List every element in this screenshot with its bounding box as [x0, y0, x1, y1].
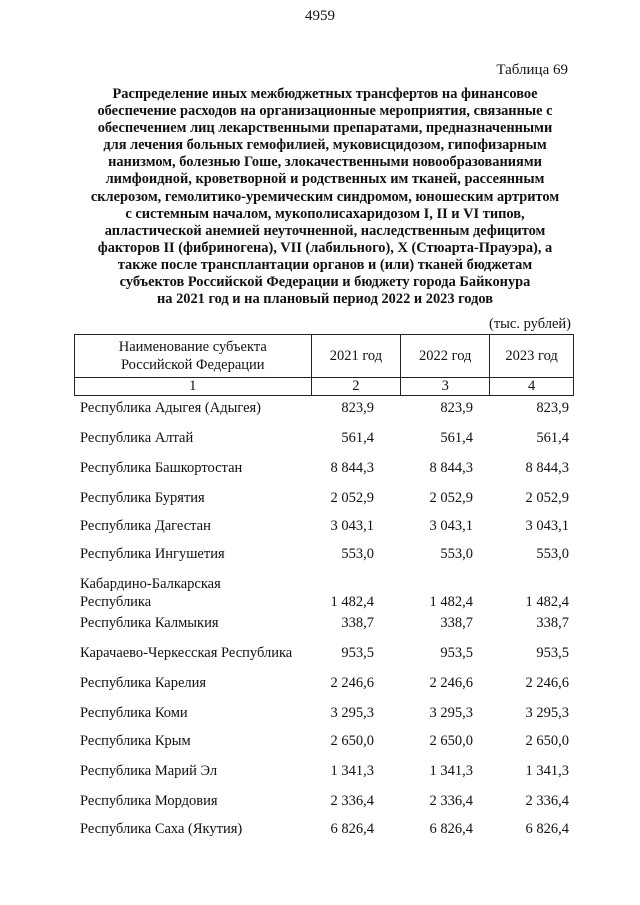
- value-2022: 553,0: [440, 546, 473, 562]
- value-2021: 553,0: [341, 546, 374, 562]
- region-name: Республика Калмыкия: [80, 615, 219, 631]
- region-name: Республика Ингушетия: [80, 546, 225, 562]
- title-line: обеспечением лиц лекарственными препаратами, предназначенными: [97, 120, 553, 137]
- value-2022: 2 052,9: [429, 490, 473, 506]
- header-name-cell: [75, 335, 312, 378]
- value-2023: 338,7: [536, 615, 569, 631]
- value-2021: 8 844,3: [330, 460, 374, 476]
- header-year-2023: 2023 год: [490, 335, 574, 378]
- title-line: лимфоидной, кроветворной и родственных им тканей, рассеянным: [105, 171, 545, 188]
- title-line: Распределение иных межбюджетных трансфертов на финансовое: [112, 86, 538, 102]
- title-line: на 2021 год и на плановый период 2022 и 2023 годов: [157, 291, 493, 308]
- region-name: [80, 575, 310, 611]
- value-2021: 2 246,6: [330, 675, 374, 691]
- title-line: апластической анемией неуточненной, наследственным дефицитом: [104, 222, 546, 239]
- value-2022: 3 043,1: [429, 518, 473, 534]
- table-label: Таблица 69: [496, 62, 568, 78]
- value-2022: 1 482,4: [429, 594, 473, 610]
- value-2021: 1 482,4: [330, 594, 374, 610]
- title-line: для лечения больных гемофилией, муковисцидозом, гипофизарным: [103, 137, 547, 154]
- title-line: субъектов Российской Федерации и бюджету города Байконура: [119, 274, 531, 291]
- title-line: факторов II (фибриногена), VII (лабильного), X (Стюарта-Прауэра), а: [97, 239, 553, 256]
- region-name: Республика Крым: [80, 733, 191, 749]
- value-2023: 553,0: [536, 546, 569, 562]
- column-number: 3: [401, 378, 490, 396]
- value-2023: 1 341,3: [525, 763, 569, 779]
- value-2023: 2 052,9: [525, 490, 569, 506]
- value-2021: 561,4: [341, 430, 374, 446]
- table-header: [74, 334, 574, 396]
- column-number: 1: [75, 378, 312, 396]
- value-2021: 6 826,4: [330, 821, 374, 837]
- value-2022: 2 246,6: [429, 675, 473, 691]
- value-2021: 3 043,1: [330, 518, 374, 534]
- value-2023: 2 650,0: [525, 733, 569, 749]
- header-number-row: [75, 378, 574, 396]
- column-number: 2: [311, 378, 401, 396]
- region-name: Республика Алтай: [80, 430, 194, 446]
- value-2023: 8 844,3: [525, 460, 569, 476]
- value-2022: 953,5: [440, 645, 473, 661]
- value-2021: 2 052,9: [330, 490, 374, 506]
- value-2022: 3 295,3: [429, 705, 473, 721]
- region-name: Республика Башкортостан: [80, 460, 243, 476]
- value-2021: 953,5: [341, 645, 374, 661]
- value-2022: 8 844,3: [429, 460, 473, 476]
- region-name: Республика Карелия: [80, 675, 207, 691]
- units-label: (тыс. рублей): [489, 316, 571, 332]
- table-title: [70, 86, 580, 308]
- region-name: Республика Марий Эл: [80, 763, 218, 779]
- region-name: Карачаево-Черкесская Республика: [80, 645, 293, 661]
- region-name: Республика Саха (Якутия): [80, 821, 243, 837]
- value-2023: 3 295,3: [525, 705, 569, 721]
- header-row: [75, 335, 574, 378]
- value-2021: 3 295,3: [330, 705, 374, 721]
- value-2023: 3 043,1: [525, 518, 569, 534]
- value-2023: 953,5: [536, 645, 569, 661]
- value-2022: 2 336,4: [429, 793, 473, 809]
- column-number: 4: [490, 378, 574, 396]
- region-name-line: Республика: [80, 594, 152, 610]
- region-name: Республика Дагестан: [80, 518, 211, 534]
- region-name: Республика Коми: [80, 705, 188, 721]
- value-2022: 823,9: [440, 400, 473, 416]
- value-2023: 823,9: [536, 400, 569, 416]
- header-year-2021: 2021 год: [311, 335, 401, 378]
- page-number: 4959: [305, 8, 335, 24]
- value-2021: 338,7: [341, 615, 374, 631]
- title-line: с системным началом, мукополисахаридозом I, II и VI типов,: [125, 205, 525, 222]
- title-line: склерозом, гемолитико-уремическим синдромом, юношеским артритом: [90, 188, 560, 205]
- value-2022: 561,4: [440, 430, 473, 446]
- value-2022: 6 826,4: [429, 821, 473, 837]
- value-2022: 338,7: [440, 615, 473, 631]
- value-2021: 2 336,4: [330, 793, 374, 809]
- value-2023: 1 482,4: [525, 594, 569, 610]
- header-year-2022: 2022 год: [401, 335, 490, 378]
- title-line: также после трансплантации органов и (или) тканей бюджетам: [117, 256, 533, 273]
- value-2023: 561,4: [536, 430, 569, 446]
- value-2022: 2 650,0: [429, 733, 473, 749]
- value-2023: 2 336,4: [525, 793, 569, 809]
- value-2023: 2 246,6: [525, 675, 569, 691]
- value-2022: 1 341,3: [429, 763, 473, 779]
- value-2021: 1 341,3: [330, 763, 374, 779]
- region-name-line: Кабардино-Балкарская: [80, 576, 221, 592]
- value-2023: 6 826,4: [525, 821, 569, 837]
- header-name-line: Наименование субъекта: [118, 339, 267, 355]
- region-name: Республика Адыгея (Адыгея): [80, 400, 262, 416]
- header-name-line: Российской Федерации: [120, 357, 265, 373]
- region-name: Республика Мордовия: [80, 793, 218, 809]
- title-line: нанизмом, болезнью Гоше, злокачественными новообразованиями: [108, 154, 542, 171]
- value-2021: 823,9: [341, 400, 374, 416]
- value-2021: 2 650,0: [330, 733, 374, 749]
- region-name: Республика Бурятия: [80, 490, 205, 506]
- title-line: обеспечение расходов на организационные мероприятия, связанные с: [97, 103, 553, 120]
